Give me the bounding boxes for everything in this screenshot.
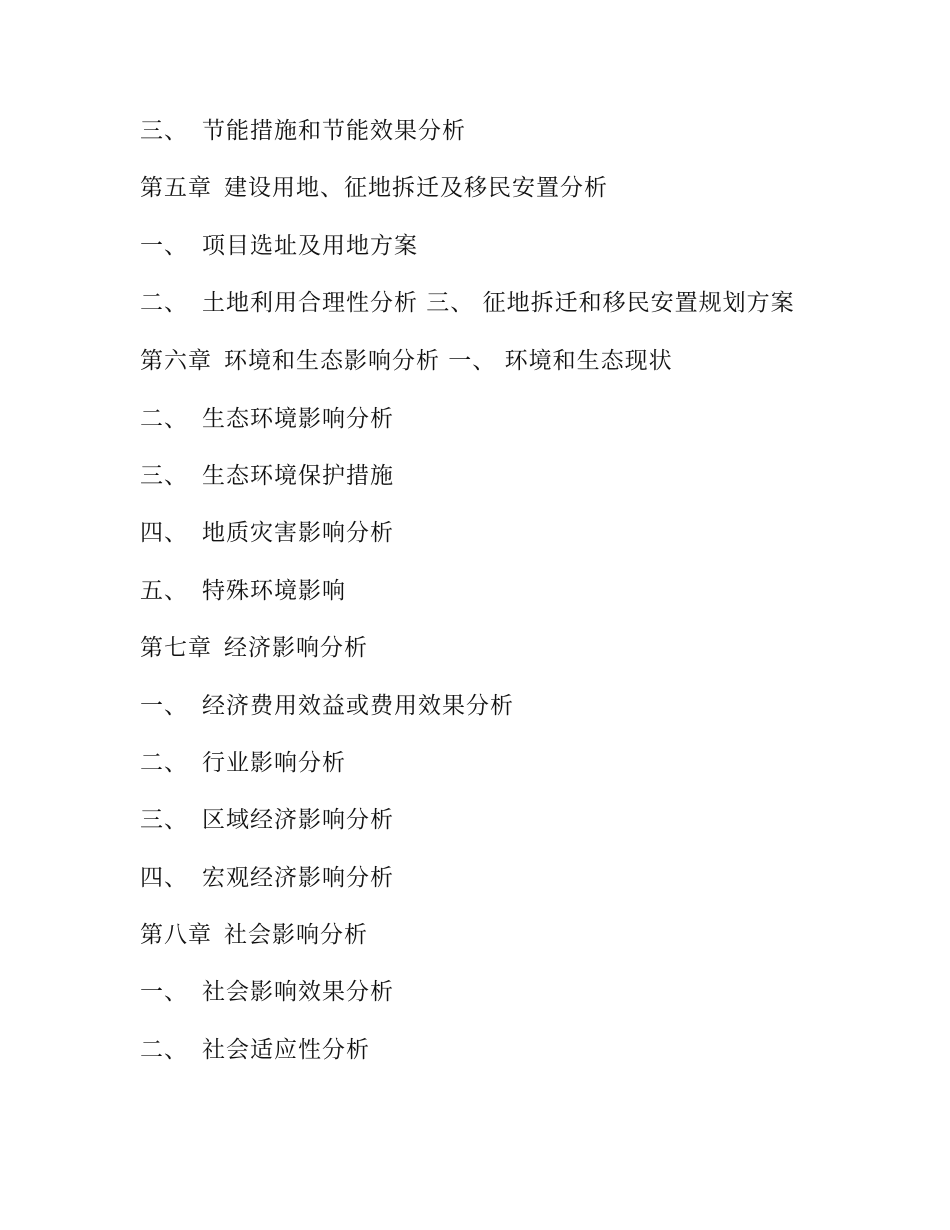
toc-item-title: 社会适应性分析 [202, 1036, 370, 1063]
toc-item-title: 节能措施和节能效果分析 [202, 118, 466, 144]
toc-item-number: 一、 [140, 692, 188, 719]
toc-chapter [140, 342, 810, 380]
toc-chapter [140, 169, 810, 207]
toc-item [140, 801, 810, 839]
toc-item [140, 400, 810, 438]
toc-item [140, 744, 810, 782]
toc-item-title: 项目选址及用地方案 [202, 232, 418, 259]
toc-item-number: 四、 [140, 864, 188, 891]
toc-chapter-title: 建设用地、征地拆迁及移民安置分析 [224, 175, 608, 202]
toc-item [140, 112, 810, 150]
toc-item-number: 二、 [140, 405, 188, 432]
toc-item-title: 区域经济影响分析 [202, 807, 394, 834]
toc-item [140, 1031, 810, 1069]
toc-item-number: 一、 [140, 232, 188, 259]
toc-chapter-title: 社会影响分析 [224, 922, 368, 949]
toc-item-title: 生态环境影响分析 [202, 405, 394, 432]
toc-item-number: 三、 [140, 807, 188, 834]
toc-item [140, 572, 810, 610]
toc-item [140, 973, 810, 1011]
toc-chapter-title: 经济影响分析 [224, 635, 368, 662]
table-of-contents [140, 112, 810, 1088]
toc-item-title: 生态环境保护措施 [202, 462, 394, 489]
toc-item-number: 二、 [140, 749, 188, 776]
toc-item-number: 二、 [140, 1036, 188, 1063]
toc-item-title: 经济费用效益或费用效果分析 [202, 692, 514, 719]
toc-item-title: 特殊环境影响 [202, 577, 346, 604]
toc-item-number: 三、 [140, 462, 188, 489]
toc-item-title: 土地利用合理性分析 三、 征地拆迁和移民安置规划方案 [202, 290, 795, 317]
toc-chapter-number: 第六章 [140, 348, 212, 375]
toc-item-title: 宏观经济影响分析 [202, 864, 394, 891]
toc-item [140, 227, 810, 265]
toc-chapter-number: 第八章 [140, 922, 212, 949]
toc-chapter-number: 第五章 [140, 175, 212, 202]
toc-item-number: 一、 [140, 979, 188, 1006]
toc-item-title: 社会影响效果分析 [202, 979, 394, 1006]
toc-item [140, 284, 810, 322]
toc-chapter [140, 629, 810, 667]
toc-item [140, 859, 810, 897]
toc-chapter-title: 环境和生态影响分析 一、 环境和生态现状 [224, 348, 673, 375]
toc-item [140, 514, 810, 552]
toc-item-number: 五、 [140, 577, 188, 604]
toc-item-number: 三、 [140, 118, 188, 144]
toc-chapter [140, 916, 810, 954]
toc-chapter-number: 第七章 [140, 635, 212, 662]
toc-item [140, 687, 810, 725]
toc-item-title: 行业影响分析 [202, 749, 346, 776]
toc-item-title: 地质灾害影响分析 [202, 520, 394, 547]
toc-item-number: 二、 [140, 290, 188, 317]
toc-item-number: 四、 [140, 520, 188, 547]
toc-item [140, 457, 810, 495]
